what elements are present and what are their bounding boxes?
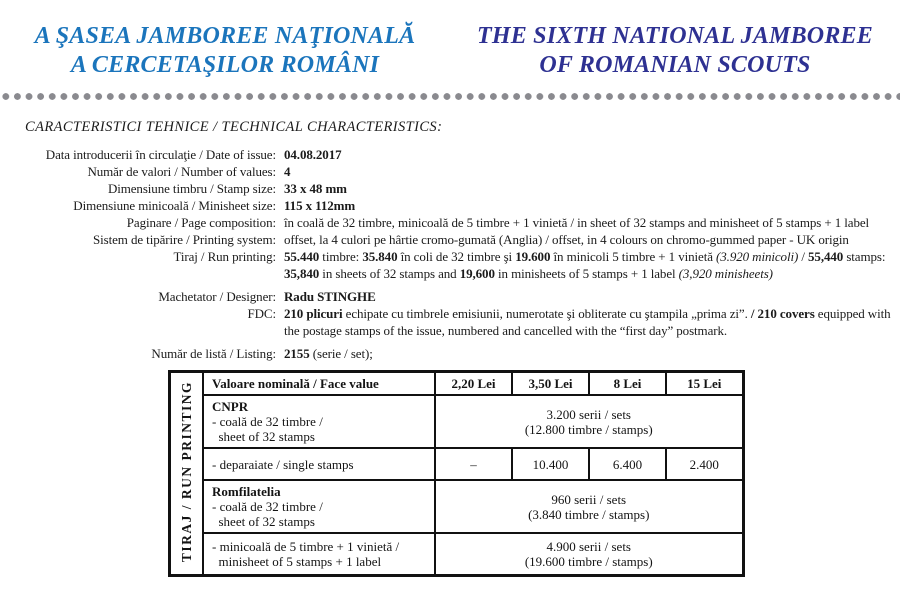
table-header-8lei: 8 Lei: [589, 372, 666, 396]
table-row-span-value: 960 serii / sets (3.840 timbre / stamps): [435, 480, 743, 533]
table-row-span-value: 3.200 serii / sets (12.800 timbre / stamps): [435, 395, 743, 448]
characteristic-value: offset, la 4 culori pe hârtie cromo-gumată (Anglia) / offset, in 4 colours on chromo-gummed paper - UK origin: [284, 232, 849, 247]
run-printing-table: [168, 370, 745, 577]
characteristic-label: Dimensiune timbru / Stamp size:: [107, 181, 276, 196]
table-row-label: - minicoală de 5 timbre + 1 vinietă / minisheet of 5 stamps + 1 label: [203, 533, 435, 575]
table-cell-8lei: 6.400: [589, 448, 666, 480]
characteristic-value: Radu STINGHE: [284, 289, 376, 304]
characteristic-row-printing-system: [0, 231, 900, 248]
title-english-line2: OF ROMANIAN SCOUTS: [539, 52, 811, 78]
characteristic-label: Număr de listă / Listing:: [151, 346, 276, 361]
table-row-label: Romfilatelia - coală de 32 timbre / sheet of 32 stamps: [203, 480, 435, 533]
table-cell-350lei: 10.400: [512, 448, 589, 480]
characteristic-row-stamp-size: [0, 180, 900, 197]
masthead: [0, 0, 900, 80]
characteristic-row-designer: [0, 288, 900, 305]
characteristic-row-fdc: [0, 305, 900, 339]
table-header-face-value: Valoare nominală / Face value: [203, 372, 435, 396]
table-cell-220lei: –: [435, 448, 512, 480]
table-side-label: TIRAJ / RUN PRINTING: [179, 381, 194, 563]
characteristic-value: 115 x 112mm: [284, 198, 356, 213]
section-heading: CARACTERISTICI TEHNICE / TECHNICAL CHARACTERISTICS:: [25, 119, 443, 135]
table-side-label-cell: [170, 372, 204, 576]
characteristic-value: 4: [284, 164, 291, 179]
characteristic-row-date-of-issue: [0, 146, 900, 163]
characteristic-label: Număr de valori / Number of values:: [87, 164, 276, 179]
dotted-divider: [0, 91, 900, 102]
table-header-15lei: 15 Lei: [666, 372, 743, 396]
characteristic-value: în coală de 32 timbre, minicoală de 5 timbre + 1 vinietă / in sheet of 32 stamps and minisheet of 5 stamps + 1 label: [284, 215, 870, 230]
table-row-cnpr-sheet: [170, 395, 744, 448]
table-header-220lei: 2,20 Lei: [435, 372, 512, 396]
technical-characteristics-list: [0, 146, 900, 362]
characteristic-label: FDC:: [247, 306, 276, 321]
table-header-350lei: 3,50 Lei: [512, 372, 589, 396]
characteristic-value: 55.440 timbre: 35.840 în coli de 32 timbre şi 19.600 în minicoli 5 timbre + 1 vinietă (3.920 minicoli) / 55,440 stamps: 35,840 in sheets of 32 stamps and 19,600 in minisheets of 5 stamps + 1 label (3,920 minisheets): [284, 249, 886, 281]
table-row-romfilatelia-sheet: [170, 480, 744, 533]
table-cell-15lei: 2.400: [666, 448, 743, 480]
table-row-minisheet: [170, 533, 744, 575]
table-row-label: CNPR - coală de 32 timbre / sheet of 32 stamps: [203, 395, 435, 448]
characteristic-label: Sistem de tipărire / Printing system:: [93, 232, 276, 247]
characteristic-row-listing: [0, 345, 900, 362]
characteristic-value: 04.08.2017: [284, 147, 342, 162]
characteristic-row-minisheet-size: [0, 197, 900, 214]
title-romanian-line2: A CERCETAŞILOR ROMÂNI: [70, 52, 380, 78]
table-row-span-value: 4.900 serii / sets (19.600 timbre / stamps): [435, 533, 743, 575]
table-row-single-stamps: [170, 448, 744, 480]
characteristic-label: Dimensiune minicoală / Minisheet size:: [73, 198, 276, 213]
characteristic-row-number-of-values: [0, 163, 900, 180]
characteristic-label: Machetator / Designer:: [158, 289, 276, 304]
characteristic-value: 2155 (serie / set);: [284, 346, 373, 361]
characteristic-label: Data introducerii în circulaţie / Date of issue:: [45, 147, 276, 162]
title-english-line1: THE SIXTH NATIONAL JAMBOREE: [477, 23, 873, 49]
characteristic-value: 210 plicuri echipate cu timbrele emisiunii, numerotate şi obliterate cu ştampila „prima zi”. / 210 covers equipped with the postage stamps of the issue, numbered and cancelled with the “first day” postmark.: [284, 306, 891, 338]
characteristic-label: Tiraj / Run printing:: [173, 249, 276, 264]
title-english: [450, 22, 900, 80]
characteristic-label: Paginare / Page composition:: [126, 215, 276, 230]
table-row-label: - deparaiate / single stamps: [203, 448, 435, 480]
characteristic-row-run-printing: [0, 248, 900, 282]
characteristic-row-page-composition: [0, 214, 900, 231]
characteristic-value: 33 x 48 mm: [284, 181, 347, 196]
title-romanian: [0, 22, 450, 80]
title-romanian-line1: A ŞASEA JAMBOREE NAŢIONALĂ: [34, 23, 416, 49]
